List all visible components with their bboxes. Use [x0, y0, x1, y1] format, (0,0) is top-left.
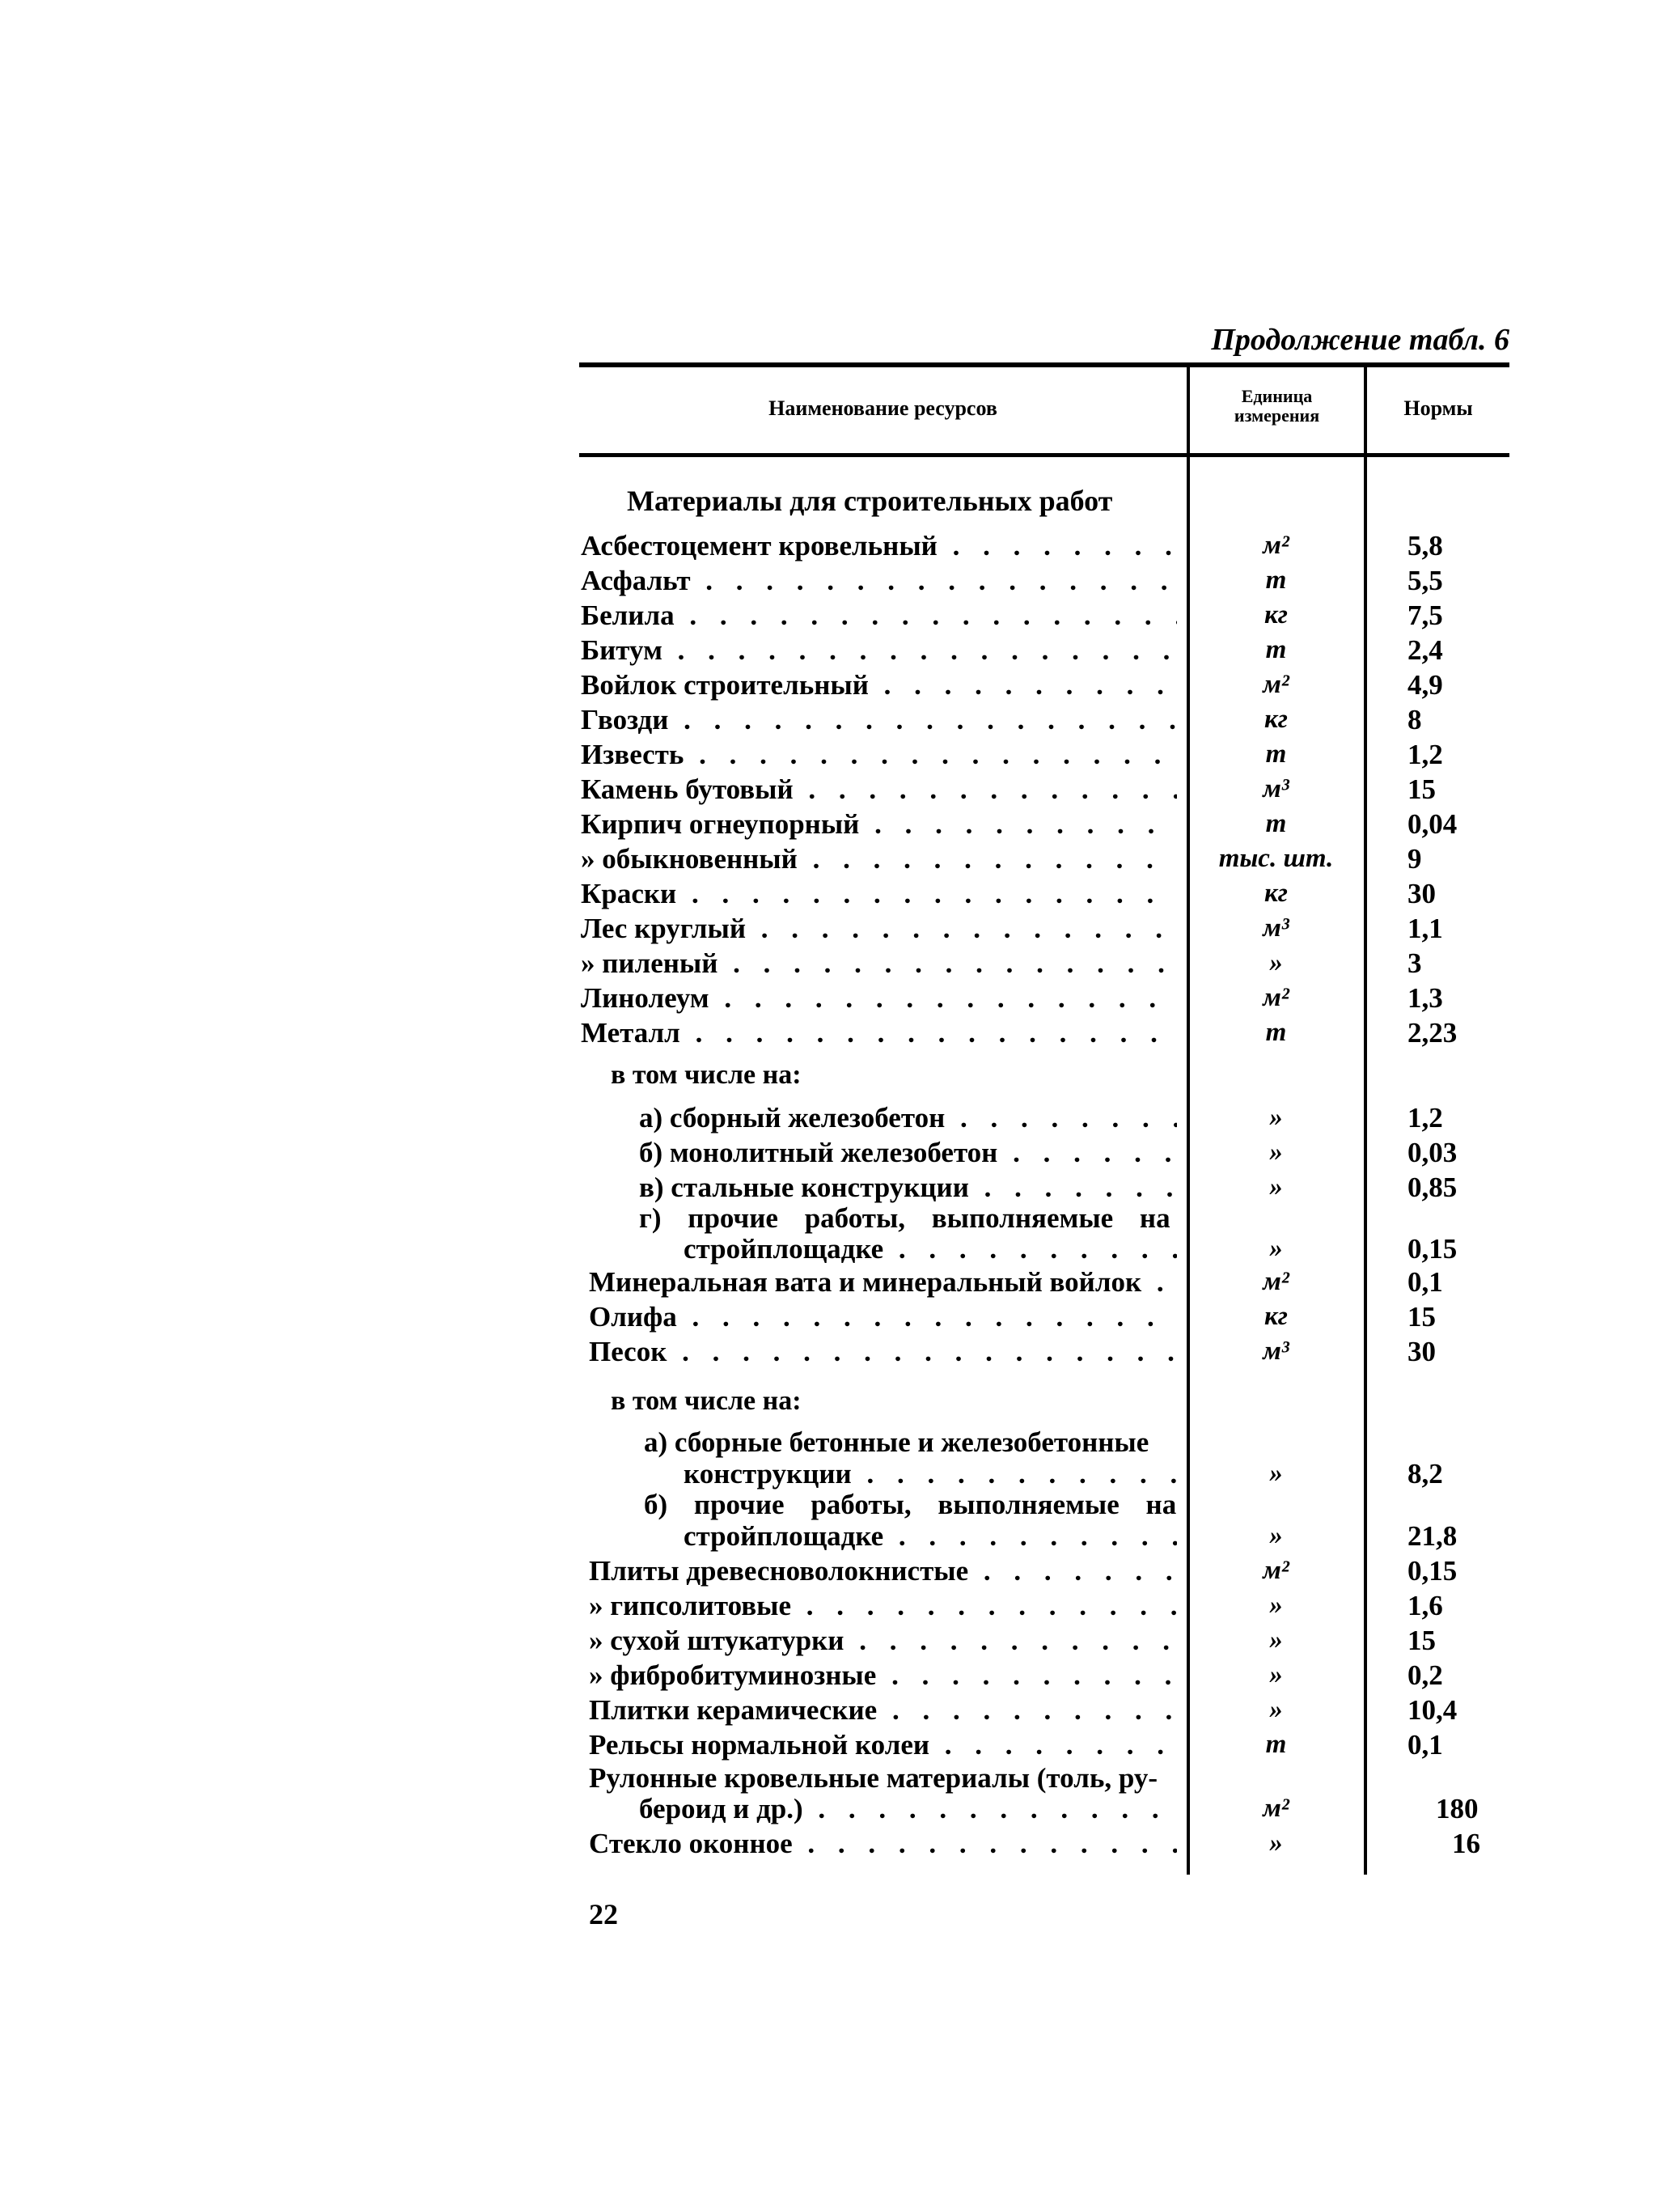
row-unit: » [1269, 1172, 1283, 1201]
row-unit: » [1269, 1103, 1283, 1132]
row-unit: т [1265, 635, 1287, 664]
row-name: а) сборный железобетон . . . [639, 1100, 1177, 1135]
sand-a-norm: 8,2 [1407, 1458, 1443, 1489]
row-norm: 2,23 [1407, 1017, 1458, 1049]
row-name: » обыкновенный . . . [581, 841, 1177, 876]
row-name: » сухой штукатурки . . . [589, 1623, 1177, 1658]
row-norm: 0,1 [1407, 1266, 1443, 1298]
col-divider-2 [1364, 366, 1367, 1875]
row-norm: 1,2 [1407, 1102, 1443, 1134]
row-unit: » [1269, 1591, 1283, 1620]
row-name: Краски . . . [581, 876, 1177, 911]
row-norm: 0,2 [1407, 1659, 1443, 1691]
row-name: Гвозди . . . [581, 702, 1177, 737]
sand-a-line2: конструкции . . . [684, 1456, 1177, 1491]
row-norm: 5,5 [1407, 565, 1443, 596]
glass-norm: 16 [1452, 1828, 1480, 1859]
row-name: Асбестоцемент кровельный . . . [581, 528, 1177, 563]
metal-g-norm: 0,15 [1407, 1233, 1458, 1265]
row-unit: м² [1263, 670, 1289, 699]
row-name: б) монолитный железобетон . . . [639, 1135, 1177, 1170]
row-unit: кг [1264, 705, 1288, 734]
row-unit: т [1265, 566, 1287, 595]
roll-norm: 180 [1436, 1793, 1479, 1824]
row-name: Плитки керамические . . . [589, 1693, 1177, 1727]
row-name: Олифа . . . [589, 1299, 1177, 1334]
row-unit: т [1265, 1018, 1287, 1047]
sand-a-line1: а) сборные бетонные и железобетонные [644, 1426, 1149, 1458]
row-norm: 0,1 [1407, 1729, 1443, 1761]
row-unit: м³ [1263, 1337, 1289, 1366]
col-header-norm: Нормы [1403, 396, 1473, 420]
row-name: » фибробитуминозные . . . [589, 1658, 1177, 1693]
row-unit: тыс. шт. [1218, 844, 1334, 873]
row-name: Белила . . . [581, 598, 1177, 633]
row-name: Линолеум . . . [581, 981, 1177, 1015]
row-unit: » [1269, 1138, 1283, 1167]
row-norm: 30 [1407, 1336, 1436, 1367]
row-name: Камень бутовый . . . [581, 772, 1177, 807]
row-name: » гипсолитовые . . . [589, 1588, 1177, 1623]
sand-a-unit: » [1269, 1459, 1283, 1488]
roll-line2: бероид и др.) . . . [639, 1791, 1177, 1826]
row-norm: 0,15 [1407, 1555, 1458, 1587]
row-unit: т [1265, 1730, 1287, 1759]
sand-b-line2: стройплощадке . . . [684, 1519, 1177, 1553]
row-unit: » [1269, 1660, 1283, 1689]
row-unit: м² [1263, 1556, 1289, 1585]
row-unit: кг [1264, 879, 1288, 908]
row-name: Лес круглый . . . [581, 911, 1177, 946]
metal-g-line2: стройплощадке . . . [684, 1231, 1177, 1266]
header-bottom-rule [579, 453, 1509, 457]
roll-unit: м² [1263, 1794, 1289, 1823]
row-norm: 15 [1407, 1301, 1436, 1333]
row-norm: 10,4 [1407, 1694, 1458, 1726]
row-name: Кирпич огнеупорный . . . [581, 807, 1177, 841]
row-name: Войлок строительный . . . [581, 667, 1177, 702]
table-top-rule [579, 362, 1509, 367]
sand-b-unit: » [1269, 1521, 1283, 1550]
row-norm: 4,9 [1407, 669, 1443, 701]
row-norm: 1,2 [1407, 739, 1443, 770]
row-unit: м² [1263, 983, 1289, 1012]
row-unit: » [1269, 948, 1283, 977]
row-unit: т [1265, 809, 1287, 838]
row-name: Битум . . . [581, 633, 1177, 667]
subtotal-label-metal: в том числе на: [611, 1060, 802, 1090]
row-name: Известь . . . [581, 737, 1177, 772]
row-norm: 15 [1407, 1625, 1436, 1656]
row-norm: 7,5 [1407, 600, 1443, 631]
glass-name: Стекло оконное . . . [589, 1826, 1177, 1861]
row-unit: » [1269, 1695, 1283, 1724]
row-norm: 0,04 [1407, 808, 1458, 840]
row-norm: 5,8 [1407, 530, 1443, 561]
row-name: Песок . . . [589, 1334, 1177, 1369]
row-unit: кг [1264, 1302, 1288, 1331]
row-name: в) стальные конструкции . . . [639, 1170, 1177, 1205]
continuation-label: Продолжение табл. 6 [1211, 323, 1509, 357]
row-norm: 8 [1407, 704, 1422, 735]
page-number: 22 [589, 1898, 618, 1930]
row-unit: м² [1263, 1267, 1289, 1296]
col-header-unit: Единица измерения [1234, 386, 1320, 426]
row-unit: м³ [1263, 913, 1289, 943]
metal-g-unit: » [1269, 1234, 1283, 1263]
row-norm: 0,85 [1407, 1172, 1458, 1203]
row-norm: 0,03 [1407, 1137, 1458, 1168]
row-name: Асфальт . . . [581, 563, 1177, 598]
section-title: Материалы для строительных работ [627, 485, 1113, 517]
glass-unit: » [1269, 1829, 1283, 1858]
col-header-name: Наименование ресурсов [768, 396, 997, 420]
row-norm: 30 [1407, 878, 1436, 909]
roll-line1: Рулонные кровельные материалы (толь, ру- [589, 1762, 1158, 1794]
row-unit: т [1265, 739, 1287, 769]
row-name: Минеральная вата и минеральный войлок . . . [589, 1265, 1177, 1299]
row-name: Металл . . . [581, 1015, 1177, 1050]
row-name: » пиленый . . . [581, 946, 1177, 981]
metal-g-line1: г) прочие работы, выполняемые на [639, 1202, 1170, 1234]
row-norm: 3 [1407, 947, 1422, 979]
row-norm: 1,6 [1407, 1590, 1443, 1621]
row-name: Рельсы нормальной колеи . . . [589, 1727, 1177, 1762]
row-unit: м³ [1263, 774, 1289, 803]
row-unit: » [1269, 1625, 1283, 1655]
subtotal-label-sand: в том числе на: [611, 1386, 802, 1416]
row-unit: кг [1264, 600, 1288, 629]
row-norm: 9 [1407, 843, 1422, 875]
sand-b-line1: б) прочие работы, выполняемые на [644, 1489, 1177, 1520]
sand-b-norm: 21,8 [1407, 1520, 1458, 1552]
row-norm: 1,3 [1407, 982, 1443, 1014]
row-norm: 15 [1407, 773, 1436, 805]
row-norm: 2,4 [1407, 634, 1443, 666]
row-name: Плиты древесноволокнистые . . . [589, 1553, 1177, 1588]
row-norm: 1,1 [1407, 913, 1443, 944]
row-unit: м² [1263, 531, 1289, 560]
